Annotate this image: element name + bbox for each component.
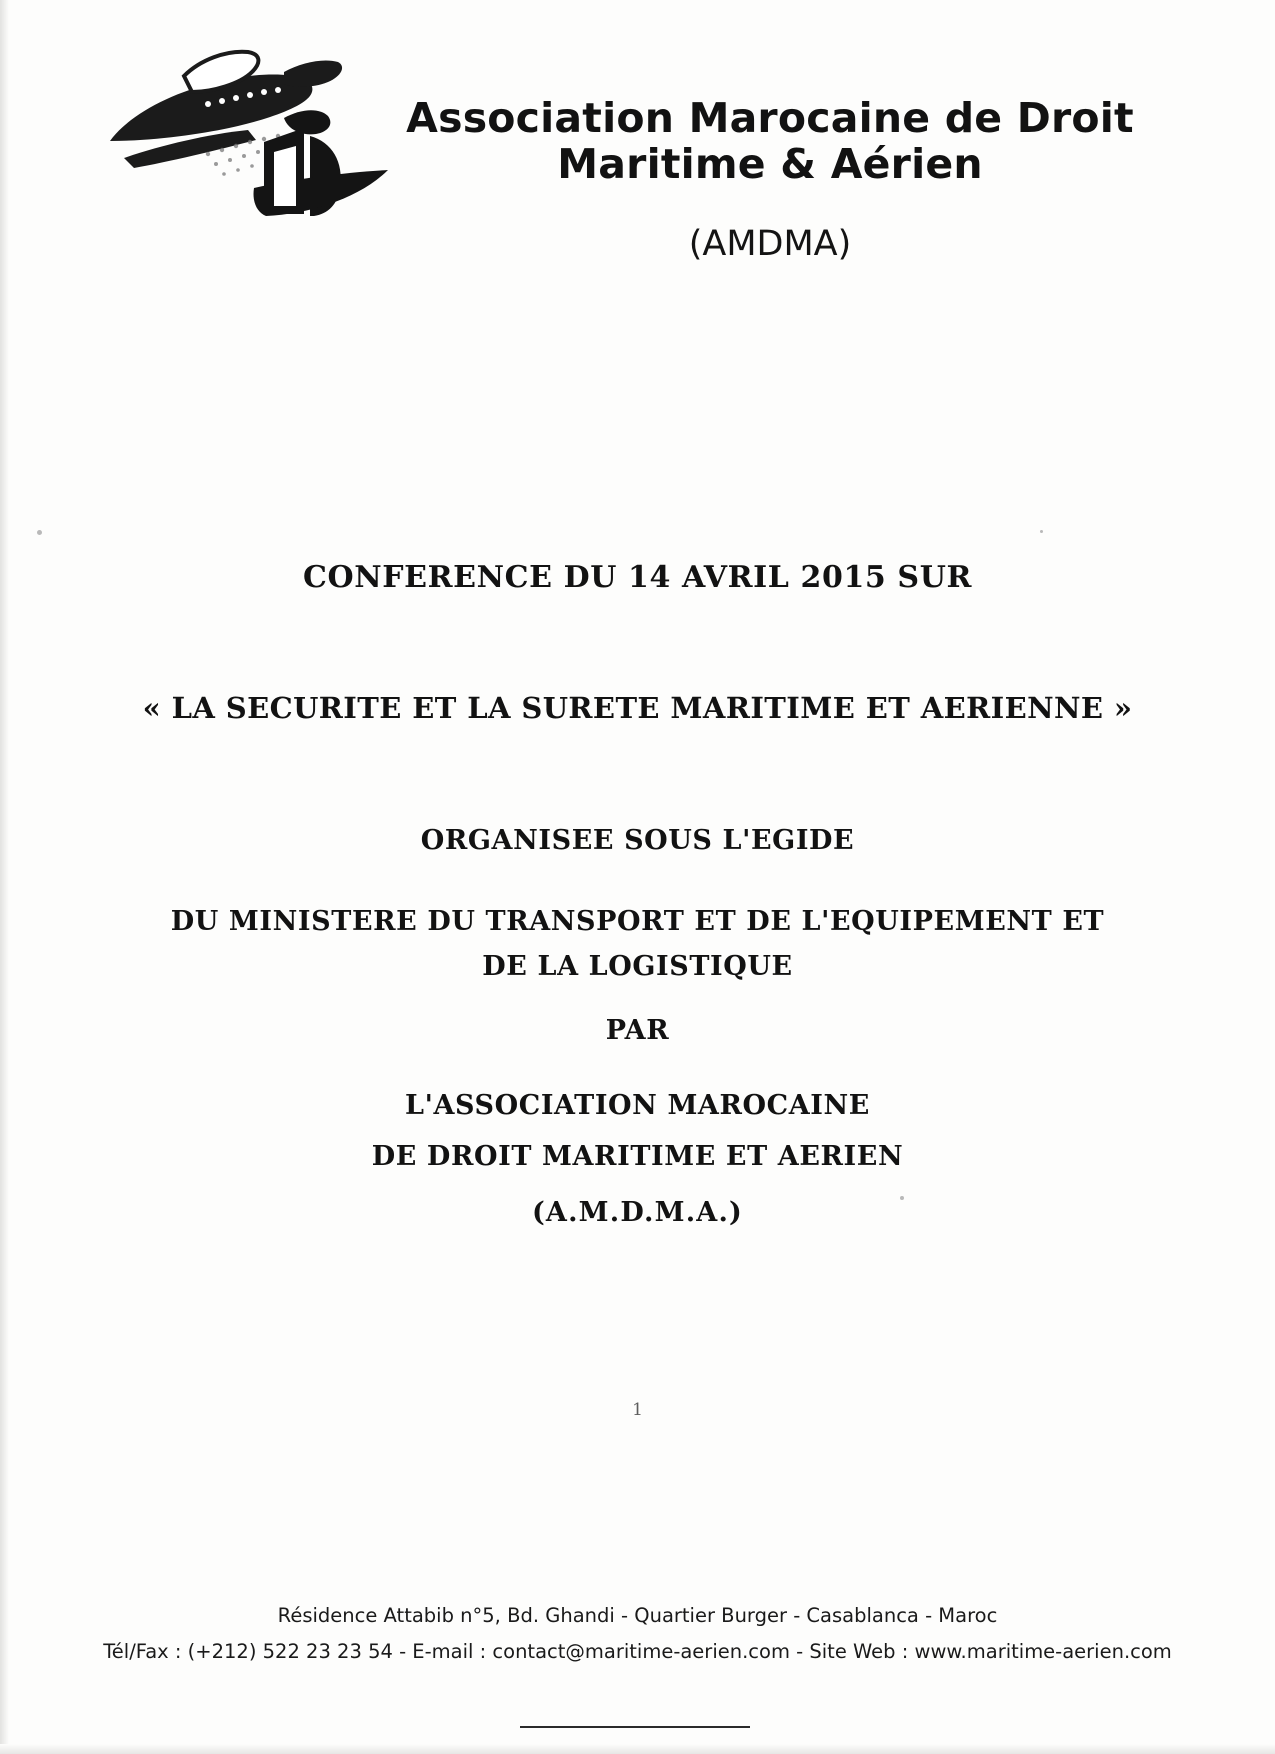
footer-address: Résidence Attabib n°5, Bd. Ghandi - Quartier Burger - Casablanca - Maroc <box>277 1604 998 1627</box>
ministry-line-1: DU MINISTERE DU TRANSPORT ET DE L'EQUIPEMENT ET <box>170 906 1105 937</box>
scan-speck <box>37 530 42 535</box>
footer-contact: Tél/Fax : (+212) 522 23 23 54 - E-mail : contact@maritime-aerien.com - Site Web : www.maritime-aerien.com <box>103 1640 1172 1664</box>
association-line-1: L'ASSOCIATION MAROCAINE <box>405 1090 870 1122</box>
association-line-2: DE DROIT MARITIME ET AERIEN <box>371 1141 904 1173</box>
organization-name-line-1: Association Marocaine de Droit <box>406 94 1134 142</box>
conference-theme-line: « LA SECURITE ET LA SURETE MARITIME ET AERIENNE » <box>142 691 1133 725</box>
organization-acronym: (AMDMA) <box>688 224 852 264</box>
association-acronym-line: (A.M.D.M.A.) <box>531 1196 744 1228</box>
organization-name <box>400 96 1140 188</box>
scan-speck <box>1040 530 1043 533</box>
spacer <box>0 989 1275 1015</box>
spacer <box>0 1046 1275 1080</box>
document-body <box>0 560 1275 1228</box>
ministry-line-2: DE LA LOGISTIQUE <box>482 950 793 982</box>
by-line: PAR <box>605 1015 670 1047</box>
spacer <box>0 595 1275 691</box>
footer-divider <box>520 1726 750 1728</box>
spacer <box>0 725 1275 825</box>
page-number: 1 <box>632 1400 643 1420</box>
conference-title-line: CONFERENCE DU 14 AVRIL 2015 SUR <box>303 560 972 595</box>
footer <box>0 1598 1275 1670</box>
scan-edge-bottom <box>0 1744 1275 1754</box>
airplane-and-sail-logo <box>88 46 408 246</box>
organization-name-line-2: Maritime & Aérien <box>557 139 983 188</box>
scan-speck <box>900 1196 904 1200</box>
spacer <box>0 856 1275 900</box>
letterhead <box>0 38 1275 268</box>
spacer <box>0 1183 1275 1197</box>
organized-under-line: ORGANISEE SOUS L'EGIDE <box>420 825 855 856</box>
